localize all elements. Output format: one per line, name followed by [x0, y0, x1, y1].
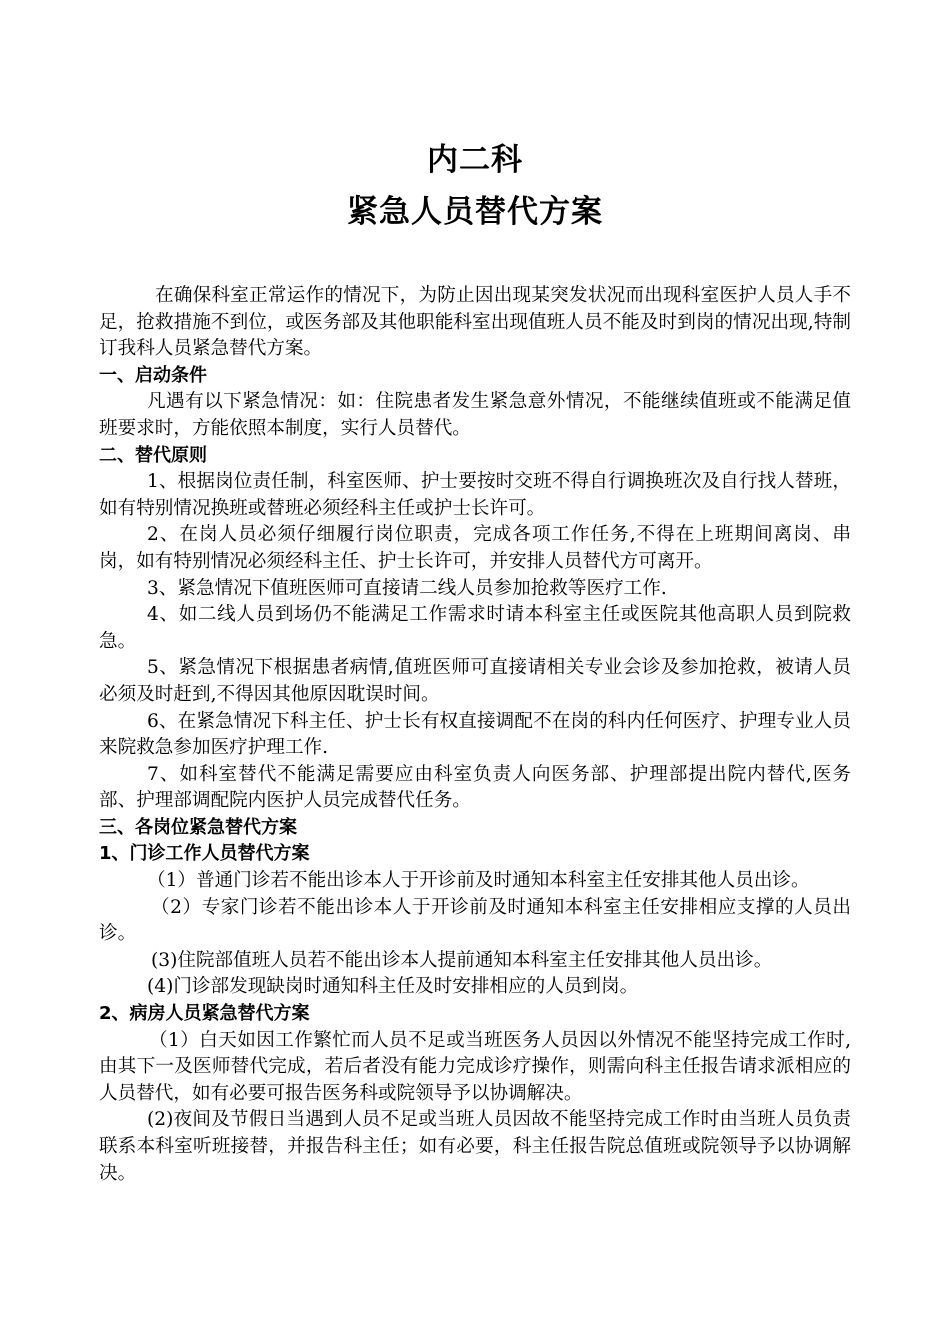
subsection-heading-ward: 2、病房人员紧急替代方案 — [99, 1003, 310, 1025]
outpatient-item: (4)门诊部发现缺岗时通知科主任及时安排相应的人员到岗。 — [147, 976, 639, 998]
principle-item: 4、如二线人员到场仍不能满足工作需求时请本科室主任或医院其他高职人员到院救急。 — [99, 604, 851, 652]
principle-item: 7、如科室替代不能满足需要应由科室负责人向医务部、护理部提出院内替代,医务部、护理部调配院内医护人员完成替代任务。 — [99, 763, 851, 812]
outpatient-item: （2）专家门诊若不能出诊本人于开诊前及时通知本科室主任安排相应支撑的人员出诊。 — [99, 896, 851, 945]
ward-item: （1）白天如因工作繁忙而人员不足或当班医务人员因以外情况不能坚持完成工作时,由其下一及医师替代完成，若后者没有能力完成诊疗操作，则需向科主任报告请求派相应的人员替代，如有必要可报告医务科或院领导予以协调解决。 — [99, 1029, 851, 1104]
ward-item: (2)夜间及节假日当遇到人员不足或当班人员因故不能坚持完成工作时由当班人员负责联系本科室听班接替，并报告科主任；如有必要，科主任报告院总值班或院领导予以协调解决。 — [99, 1109, 851, 1184]
document-body — [99, 283, 851, 1187]
document-title-department: 内二科 — [427, 142, 523, 178]
section-heading-start-conditions: 一、启动条件 — [99, 364, 207, 386]
principle-item: 6、在紧急情况下科主任、护士长有权直接调配不在岗的科内任何医疗、护理专业人员来院救急参加医疗护理工作. — [99, 710, 851, 759]
start-conditions-paragraph: 凡遇有以下紧急情况：如：住院患者发生紧急意外情况，不能继续值班或不能满足值班要求时，方能依照本制度，实行人员替代。 — [99, 391, 851, 439]
principle-item: 2、在岗人员必须仔细履行岗位职责，完成各项工作任务,不得在上班期间离岗、串岗，如有特别情况必须经科主任、护士长许可，并安排人员替代方可离开。 — [99, 524, 851, 572]
intro-paragraph: 在确保科室正常运作的情况下，为防止因出现某突发状况而出现科室医护人员人手不足，抢救措施不到位，或医务部及其他职能科室出现值班人员不能及时到岗的情况出现,特制订我科人员紧急替代方案。 — [99, 285, 851, 360]
section-heading-post-plans: 三、各岗位紧急替代方案 — [99, 816, 297, 838]
principle-item: 3、紧急情况下值班医师可直接请二线人员参加抢救等医疗工作. — [147, 577, 667, 599]
outpatient-item: （1）普通门诊若不能出诊本人于开诊前及时通知本科室主任安排其他人员出诊。 — [147, 870, 810, 892]
subsection-heading-outpatient: 1、门诊工作人员替代方案 — [99, 843, 310, 865]
document-title: 紧急人员替代方案 — [347, 194, 603, 230]
outpatient-item: (3)住院部值班人员若不能出诊本人提前通知本科室主任安排其他人员出诊。 — [151, 949, 773, 971]
principle-item: 5、紧急情况下根据患者病情,值班医师可直接请相关专业会诊及参加抢救，被请人员必须及时赶到,不得因其他原因耽误时间。 — [99, 657, 851, 705]
principle-item: 1、根据岗位责任制，科室医师、护士要按时交班不得自行调换班次及自行找人替班，如有特别情况换班或替班必须经科主任或护士长许可。 — [99, 471, 851, 519]
section-heading-principles: 二、替代原则 — [99, 444, 207, 466]
